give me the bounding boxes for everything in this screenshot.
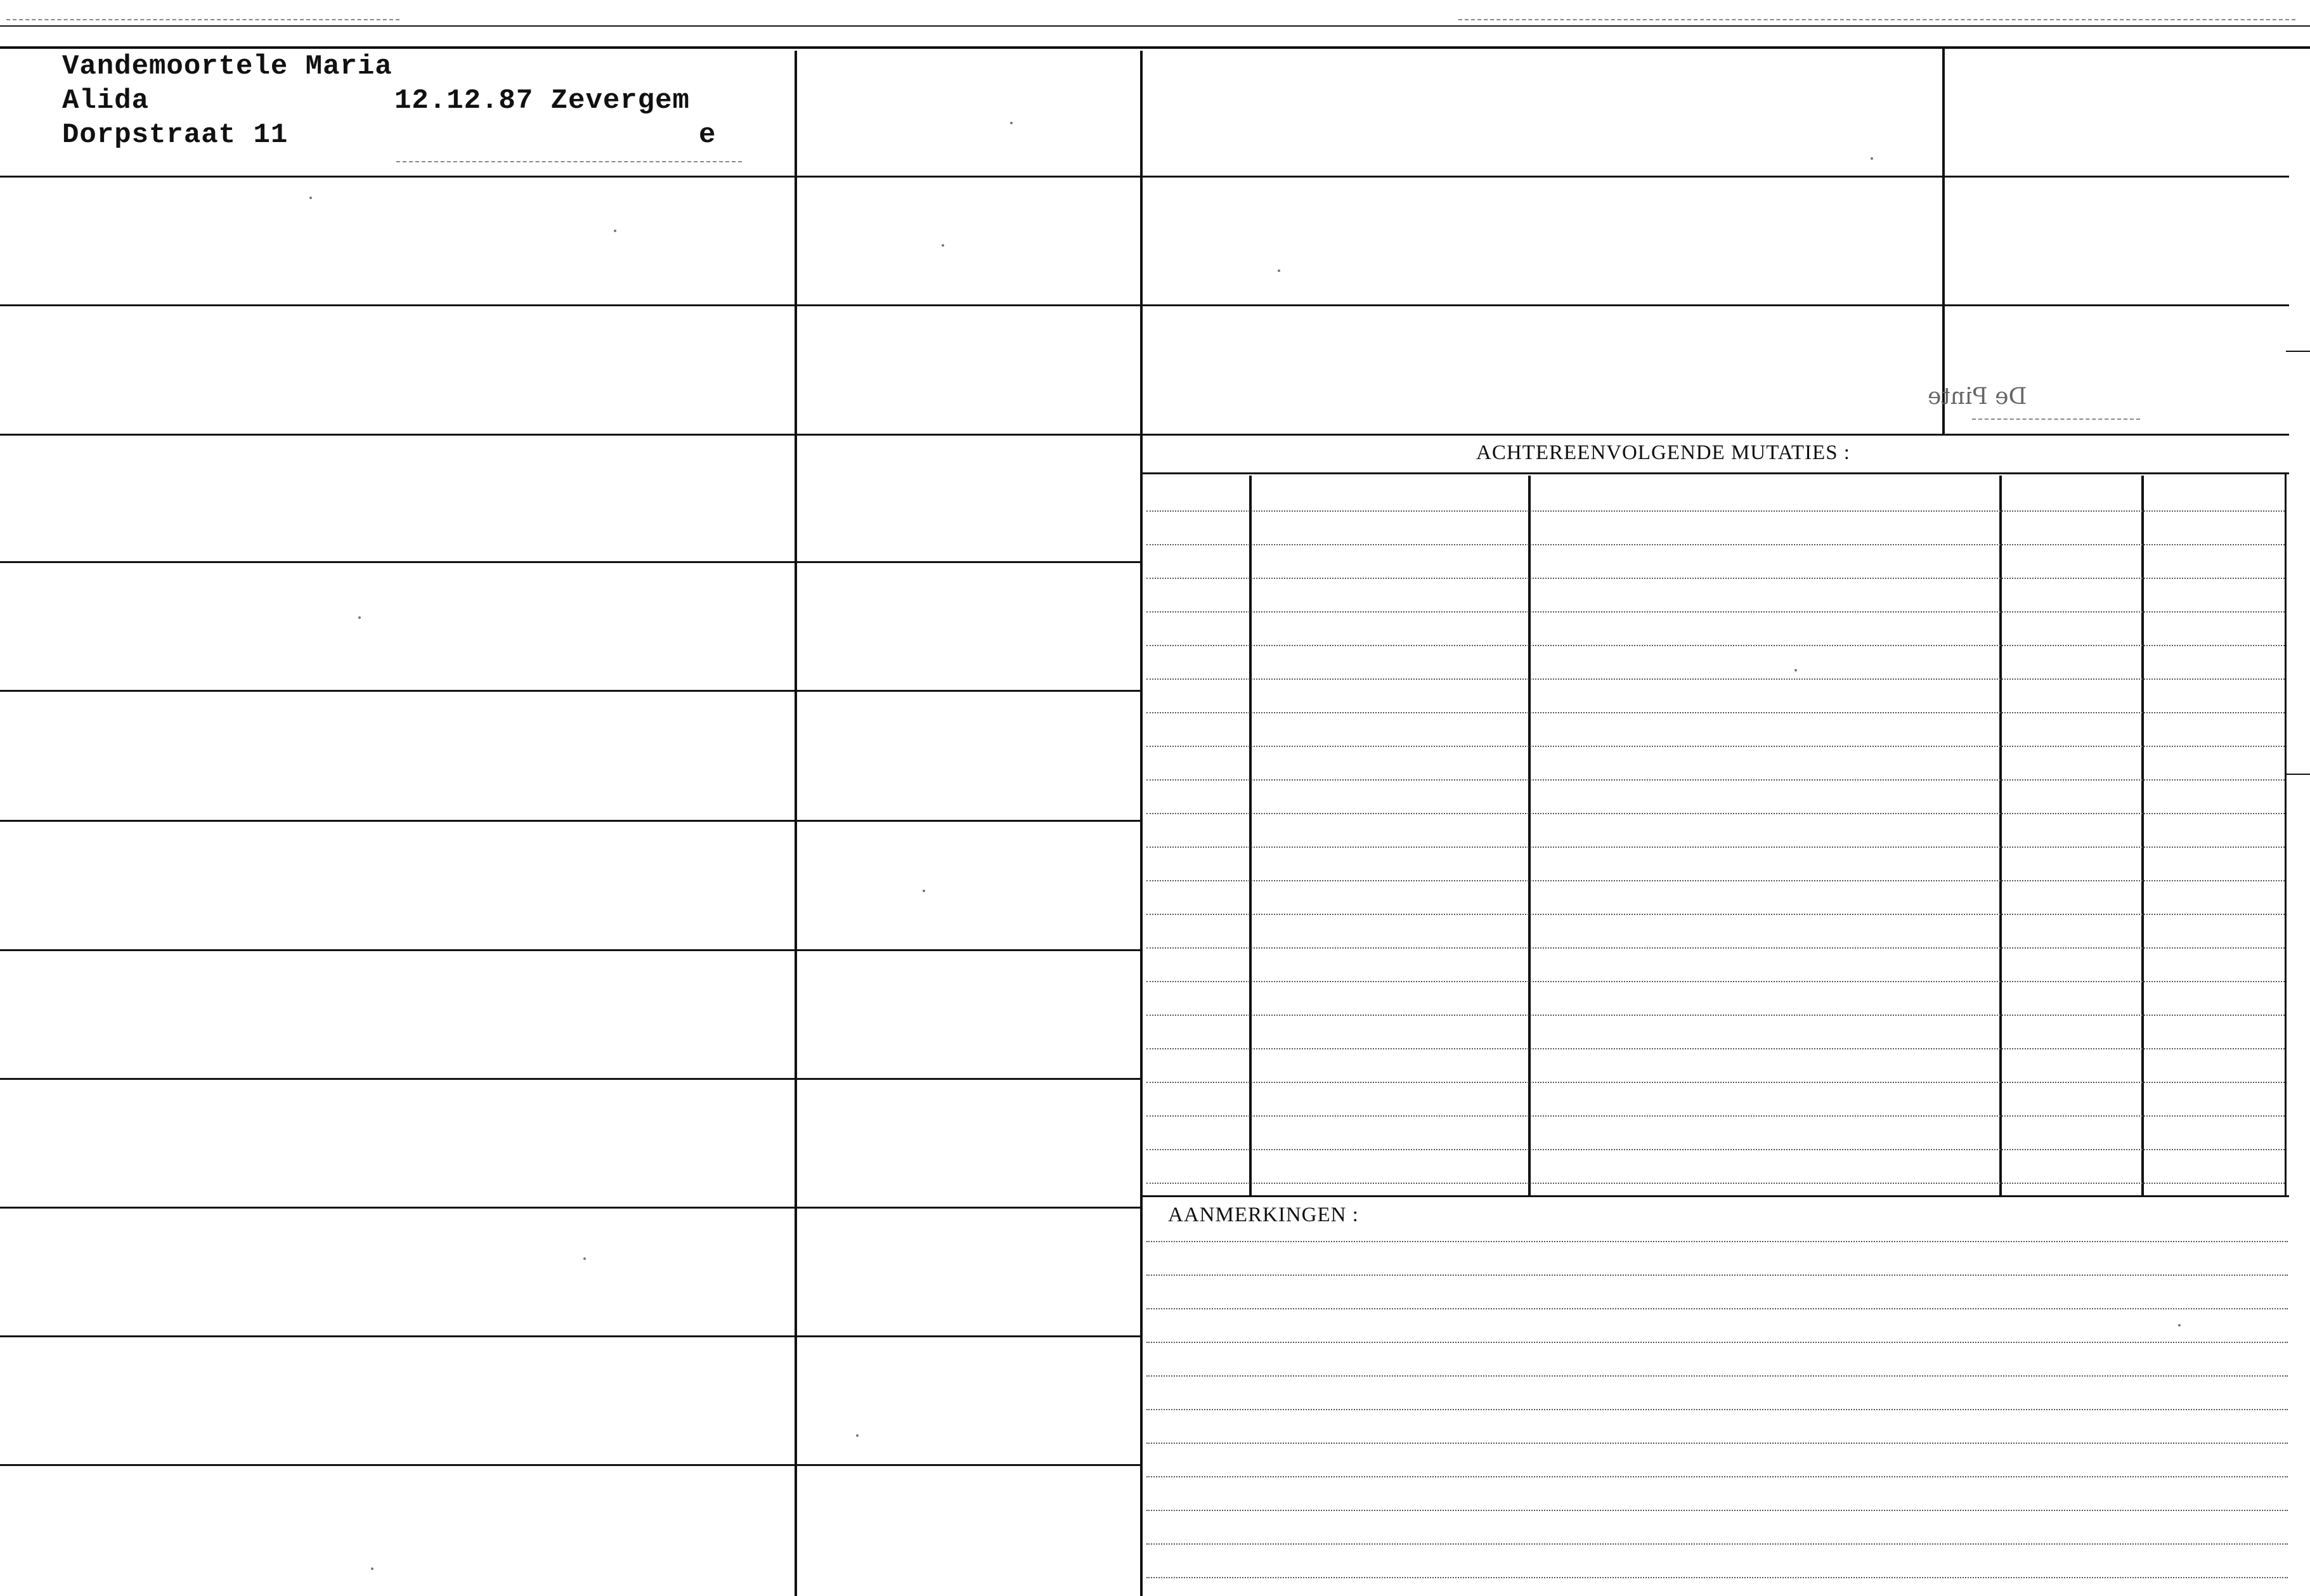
mutations-dotted-row bbox=[1146, 813, 2285, 814]
mutations-title: ACHTEREENVOLGENDE MUTATIES : bbox=[1476, 441, 1850, 464]
row-rule-9 bbox=[0, 1207, 1141, 1209]
margin-tick-2 bbox=[2286, 774, 2310, 775]
mutations-dotted-row bbox=[1146, 1015, 2285, 1016]
mutations-dotted-row bbox=[1146, 712, 2285, 713]
remarks-dotted-row bbox=[1146, 1308, 2288, 1309]
column-divider-2 bbox=[1140, 51, 1143, 1596]
remarks-dotted-row bbox=[1146, 1443, 2288, 1444]
scan-speck bbox=[309, 197, 312, 199]
mutations-header-rule bbox=[1141, 472, 2289, 474]
mutations-dotted-row bbox=[1146, 847, 2285, 848]
mutations-dotted-row bbox=[1146, 914, 2285, 915]
faint-typed-trace bbox=[396, 161, 742, 162]
scan-speck bbox=[856, 1434, 859, 1437]
mutations-dotted-row bbox=[1146, 746, 2285, 747]
scan-speck bbox=[1278, 269, 1280, 272]
scan-speck bbox=[1010, 122, 1013, 124]
mutations-dotted-row bbox=[1146, 611, 2285, 613]
margin-tick-1 bbox=[2286, 351, 2310, 352]
top-scan-edge bbox=[6, 19, 399, 20]
row-rule-7 bbox=[0, 949, 1141, 951]
column-divider-1 bbox=[795, 51, 797, 1596]
entry-address: Dorpstraat 11 bbox=[62, 119, 289, 151]
scan-speck bbox=[1794, 669, 1797, 671]
entry-birth: 12.12.87 Zevergem bbox=[394, 85, 690, 117]
remarks-dotted-row bbox=[1146, 1342, 2288, 1343]
row-rule-4 bbox=[0, 561, 1141, 563]
mutations-col-3 bbox=[1999, 476, 2002, 1195]
mutations-dotted-row bbox=[1146, 947, 2285, 949]
row-rule-11 bbox=[0, 1464, 1141, 1466]
scan-speck bbox=[371, 1567, 373, 1570]
mutations-right-edge bbox=[2285, 472, 2287, 1195]
scan-speck bbox=[1871, 157, 1873, 160]
right-rule-3 bbox=[1141, 434, 2289, 436]
column-divider-3 bbox=[1942, 46, 1945, 434]
remarks-dotted-row bbox=[1146, 1543, 2288, 1545]
remarks-dotted-row bbox=[1146, 1510, 2288, 1511]
mutations-dotted-row bbox=[1146, 1115, 2285, 1117]
mutations-dotted-row bbox=[1146, 645, 2285, 646]
mutations-dotted-row bbox=[1146, 1048, 2285, 1049]
mutations-dotted-row bbox=[1146, 779, 2285, 781]
mutations-dotted-row bbox=[1146, 544, 2285, 545]
bleed-through-stamp: De Pinte bbox=[1928, 384, 2027, 410]
mutations-dotted-row bbox=[1146, 578, 2285, 579]
remarks-dotted-row bbox=[1146, 1577, 2288, 1578]
mutations-dotted-row bbox=[1146, 1149, 2285, 1150]
scan-speck bbox=[358, 616, 361, 619]
mutations-dotted-row bbox=[1146, 981, 2285, 982]
scan-speck bbox=[2178, 1324, 2181, 1327]
top-scan-edge-right bbox=[1458, 19, 2295, 20]
mutations-col-2 bbox=[1528, 476, 1531, 1195]
scan-speck bbox=[583, 1257, 586, 1260]
remarks-dotted-row bbox=[1146, 1375, 2288, 1377]
row-rule-6 bbox=[0, 820, 1141, 822]
scan-speck bbox=[923, 890, 925, 892]
entry-mark: e bbox=[699, 119, 717, 151]
right-rule-2 bbox=[1141, 304, 2289, 306]
mutations-col-4 bbox=[2141, 476, 2144, 1195]
entry-surname: Vandemoortele Maria bbox=[62, 51, 393, 82]
remarks-title: AANMERKINGEN : bbox=[1168, 1203, 1359, 1226]
entry-given-name: Alida bbox=[62, 85, 150, 117]
remarks-dotted-row bbox=[1146, 1241, 2288, 1242]
mutations-col-1 bbox=[1249, 476, 1252, 1195]
scan-speck bbox=[614, 230, 616, 232]
header-rule bbox=[0, 46, 2310, 49]
mutations-dotted-row bbox=[1146, 1082, 2285, 1083]
row-rule-5 bbox=[0, 690, 1141, 692]
mutations-dotted-row bbox=[1146, 678, 2285, 680]
remarks-dotted-row bbox=[1146, 1476, 2288, 1477]
top-border-line bbox=[0, 25, 2310, 27]
row-rule-2 bbox=[0, 304, 1141, 306]
stamp-trace bbox=[1972, 418, 2140, 420]
right-rule-1 bbox=[1141, 176, 2289, 178]
mutations-bottom-rule bbox=[1141, 1195, 2289, 1197]
row-rule-1 bbox=[0, 176, 1141, 178]
row-rule-8 bbox=[0, 1078, 1141, 1080]
mutations-dotted-row bbox=[1146, 1183, 2285, 1184]
remarks-dotted-row bbox=[1146, 1275, 2288, 1276]
mutations-dotted-row bbox=[1146, 510, 2285, 512]
remarks-dotted-row bbox=[1146, 1409, 2288, 1410]
row-rule-10 bbox=[0, 1335, 1141, 1337]
mutations-dotted-row bbox=[1146, 880, 2285, 881]
row-rule-3 bbox=[0, 434, 1141, 436]
scan-speck bbox=[942, 244, 944, 247]
